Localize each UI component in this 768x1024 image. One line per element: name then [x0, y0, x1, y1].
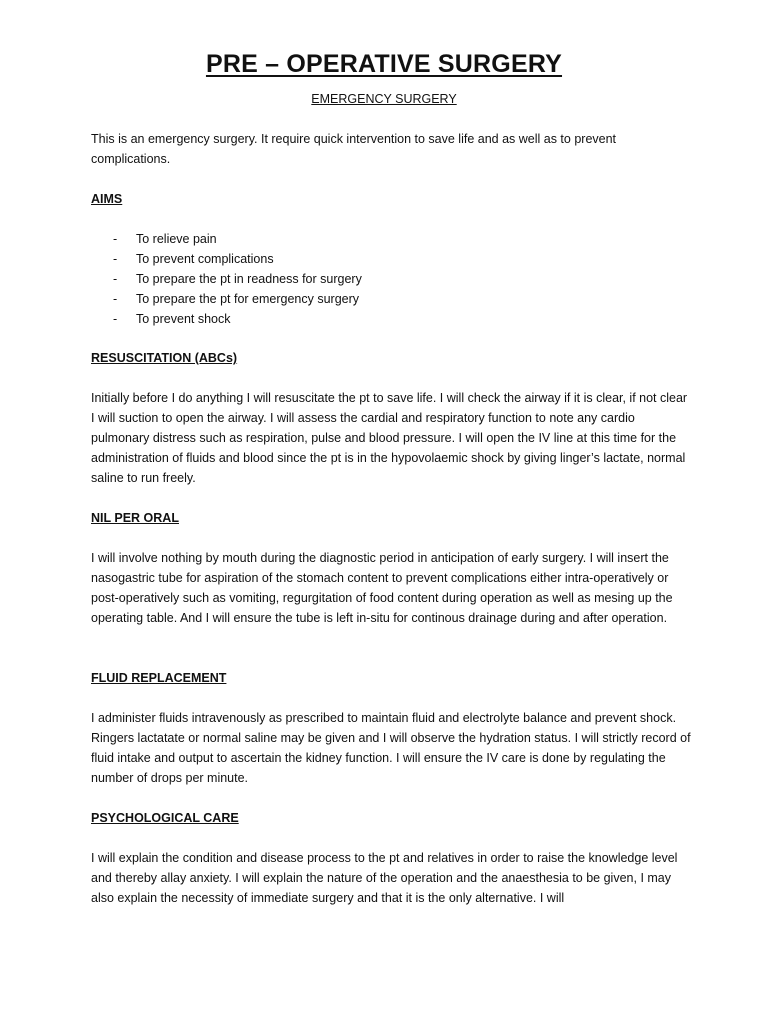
list-item [91, 229, 362, 249]
page-subtitle: EMERGENCY SURGERY [311, 92, 457, 106]
list-bullet: - [113, 232, 118, 246]
page-title: PRE – OPERATIVE SURGERY [205, 50, 563, 78]
aims-list [91, 229, 362, 329]
fluid-replacement-paragraph: I administer fluids intravenously as prescribed to maintain fluid and electrolyte balance and prevent shock. Ringers lactatate or normal saline may be given and I will observe the hydration status. I will strictly record of fluid intake and output to ascertain the kidney function. I will ensure the IV care is done by regulating the number of drops per minute. [91, 711, 691, 785]
resuscitation-heading: RESUSCITATION (ABCs) [91, 351, 238, 365]
fluid-replacement-heading: FLUID REPLACEMENT [91, 671, 227, 685]
list-bullet: - [113, 312, 118, 326]
list-item-text: To prevent shock [136, 312, 231, 326]
list-item [91, 269, 362, 289]
aims-heading: AIMS [91, 192, 123, 206]
list-item-text: To prevent complications [136, 252, 274, 266]
list-item [91, 309, 362, 329]
list-item-text: To prepare the pt in readness for surgery [136, 272, 362, 286]
list-item [91, 249, 362, 269]
list-item-text: To relieve pain [136, 232, 217, 246]
nil-per-oral-paragraph: I will involve nothing by mouth during the diagnostic period in anticipation of early surgery. I will insert the nasogastric tube for aspiration of the stomach content to prevent complications either intra-operatively or post-operatively such as vomiting, regurgitation of food content during operation as well as mesing up the operating table. And I will ensure the tube is left in-situ for continous drainage during and after operation. [91, 551, 673, 625]
psychological-care-heading: PSYCHOLOGICAL CARE [91, 811, 239, 825]
list-bullet: - [113, 252, 118, 266]
list-item [91, 289, 362, 309]
resuscitation-paragraph: Initially before I do anything I will resuscitate the pt to save life. I will check the airway if it is clear, if not clear I will suction to open the airway. I will assess the cardial and respiratory function to note any cardio pulmonary distress such as respiration, pulse and blood pressure. I will open the IV line at this time for the administration of fluids and blood since the pt is in the hypovolaemic shock by giving linger’s lactate, normal saline to run freely. [91, 391, 688, 485]
intro-paragraph: This is an emergency surgery. It require quick intervention to save life and as well as to prevent complications. [91, 132, 617, 166]
psychological-care-paragraph: I will explain the condition and disease process to the pt and relatives in order to raise the knowledge level and thereby allay anxiety. I will explain the nature of the operation and the anaesthesia to be given, I may also explain the necessity of immediate surgery and that it is the only alternative. I will [91, 851, 678, 905]
nil-per-oral-heading: NIL PER ORAL [91, 511, 179, 525]
list-bullet: - [113, 272, 118, 286]
list-bullet: - [113, 292, 118, 306]
list-item-text: To prepare the pt for emergency surgery [136, 292, 360, 306]
